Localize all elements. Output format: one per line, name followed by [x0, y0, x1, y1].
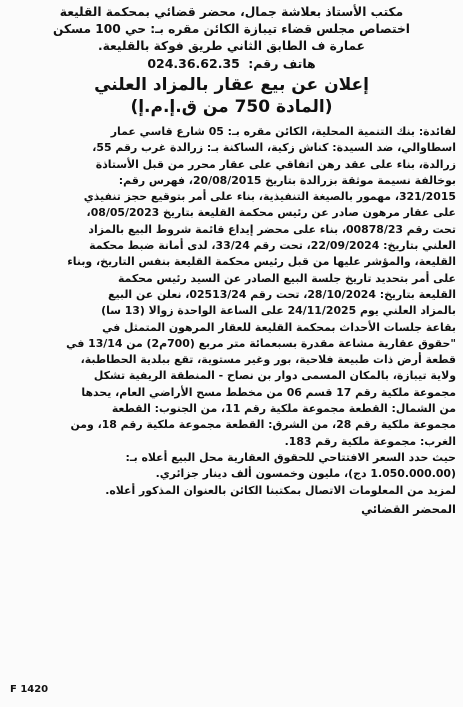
- body-line: حيث حدد السعر الافتتاحي للحقوق العقارية محل البيع أعلاه بـ:: [125, 450, 456, 464]
- body-line: الغرب: مجموعة ملكية رقم 183.: [284, 434, 456, 448]
- office-header: [7, 4, 456, 72]
- office-header-line-2: اختصاص مجلس قضاء تيبازة الكائن مقره بـ: حي 100 مسكن: [53, 22, 410, 36]
- body-line: على أمر بتحديد تاريخ جلسة البيع الصادر عن السيد رئيس محكمة: [117, 271, 456, 285]
- body-line: ولاية تيبازة، بالمكان المسمى دوار بن نصاح - المنطقة الريفية تشكل: [93, 369, 456, 383]
- notice-body: [7, 124, 456, 499]
- body-line: على عقار مرهون صادر عن رئيس محكمة القليعة بتاريخ 08/05/2023،: [86, 206, 456, 220]
- bailiff-signature: المحضر القضائي: [361, 501, 456, 516]
- body-line: قطعة أرض ذات طبيعة فلاحية، بور وغير مستوية، تقع ببلدية الحطاطبة،: [80, 353, 456, 367]
- phone-label: هاتف رقم:: [248, 56, 316, 71]
- body-line: (1.050.000.00 دج)، مليون وخمسون ألف دينار جزائري.: [155, 467, 456, 481]
- body-line: مجموعة ملكية رقم 28، من الشرق: القطعة مجموعة ملكية رقم 18، ومن: [70, 418, 456, 432]
- reference-code: F 1420: [10, 684, 49, 695]
- body-line: بقاعة جلسات الأحداث بمحكمة القليعة للعقار المرهون المتمثل في: [102, 320, 456, 334]
- body-line: بوخالفة نسيمة موثقة بزرالدة بتاريخ 20/08/2015، فهرس رقم:: [118, 173, 456, 187]
- body-line: 321/2015، مهمور بالصيغة التنفيذية، بناء على أمر بتوقيع حجز تنفيذي: [83, 190, 456, 204]
- phone-number: 024.36.62.35: [147, 56, 240, 71]
- body-line: لفائدة: بنك التنمية المحلية، الكائن مقره بـ: 05 شارع قاسي عمار: [110, 125, 456, 138]
- body-line: القليعة بتاريخ: 28/10/2024، تحت رقم 02513/24، نعلن عن البيع: [108, 287, 456, 301]
- body-line: بالمزاد العلني يوم 24/11/2025 على الساعة الواحدة زوالا (13 سا): [101, 304, 456, 318]
- notice-title: إعلان عن بيع عقار بالمزاد العلني: [94, 75, 369, 95]
- body-line: من الشمال: القطعة مجموعة ملكية رقم 11، من الجنوب: القطعة: [111, 402, 456, 416]
- body-line: اسطاوالي، ضد السيدة: كناش زكية، الساكنة بـ: زرالدة غرب رقم 55،: [92, 141, 456, 155]
- body-line: لمزيد من المعلومات الاتصال بمكتبنا الكائن بالعنوان المذكور أعلاه.: [105, 483, 456, 497]
- body-line: القليعة، والمؤشر عليها من قبل رئيس محكمة القليعة بنفس التاريخ، وبناء: [67, 255, 456, 269]
- body-line: العلني بتاريخ: 22/09/2024، تحت رقم 33/24، لدى أمانة ضبط محكمة: [89, 239, 456, 253]
- office-header-line-1: مكتب الأستاذ بعلاشة جمال، محضر قضائي بمحكمة القليعة: [59, 5, 404, 19]
- notice-subtitle: (المادة 750 من ق.إ.م.إ): [130, 97, 333, 117]
- body-line: زرالدة، بناء على عقد رهن اتفاقي على عقار محرر من قبل الأستاذة: [95, 157, 456, 171]
- body-line: تحت رقم 00878/23، بناء على محضر إيداع قائمة شروط البيع بالمزاد: [88, 222, 456, 236]
- body-line: "حقوق عقارية مشاعة مقدرة بسبعمائة متر مربع (700م2) من 13/14 في: [66, 336, 456, 350]
- office-header-line-3: عمارة ف الطابق الثاني طريق فوكة بالقليعة.: [98, 39, 365, 53]
- office-phone: [7, 55, 456, 72]
- body-line: مجموعة ملكية رقم 17 قسم 06 من مخطط مسح الأراضي العام، يحدها: [81, 385, 456, 399]
